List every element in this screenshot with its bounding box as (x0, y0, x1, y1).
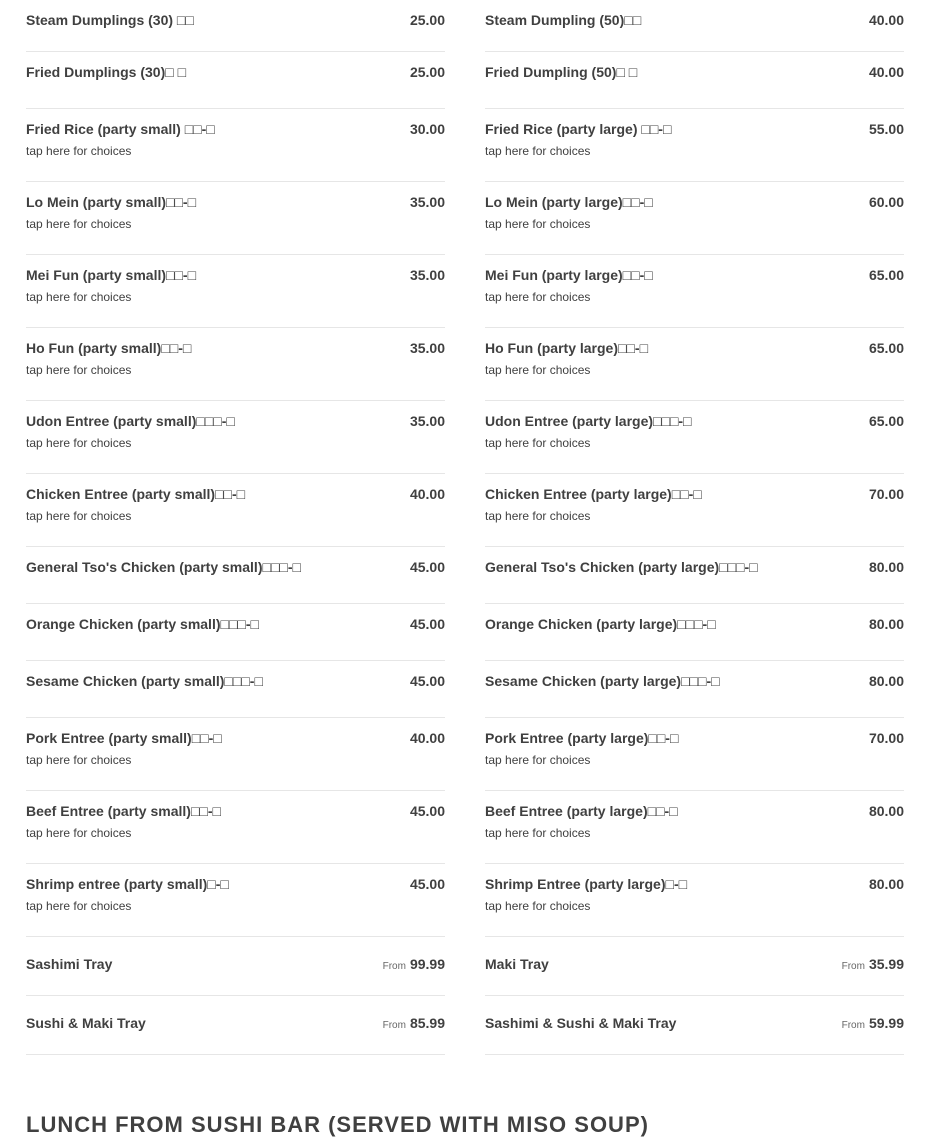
item-price: 65.00 (868, 267, 904, 283)
item-name: Shrimp Entree (party large)□-□ (485, 876, 688, 892)
item-price: 99.99 (409, 956, 445, 972)
menu-item-header (485, 12, 904, 28)
item-name: Beef Entree (party large)□□-□ (485, 803, 678, 819)
item-name: Sashimi & Sushi & Maki Tray (485, 1015, 677, 1031)
menu-item[interactable] (26, 109, 445, 182)
item-price-wrap (410, 121, 445, 137)
item-name: Mei Fun (party small)□□-□ (26, 267, 197, 283)
menu-item-header (485, 673, 904, 689)
item-price: 35.00 (409, 340, 445, 356)
item-price: 80.00 (868, 803, 904, 819)
item-choices-hint: tap here for choices (485, 363, 591, 377)
item-price: 45.00 (409, 559, 445, 575)
menu-item-header (26, 616, 445, 632)
item-price: 65.00 (868, 413, 904, 429)
item-name: Ho Fun (party large)□□-□ (485, 340, 649, 356)
menu-item-header (26, 340, 445, 356)
item-price-wrap (410, 340, 445, 356)
item-name: Sushi & Maki Tray (26, 1015, 146, 1031)
item-price: 80.00 (868, 876, 904, 892)
item-price-wrap (410, 730, 445, 746)
item-price-wrap (869, 64, 904, 80)
item-name: Chicken Entree (party small)□□-□ (26, 486, 246, 502)
menu-item-header (485, 1015, 904, 1034)
item-price-wrap (410, 673, 445, 689)
item-choices-hint: tap here for choices (26, 826, 132, 840)
item-price-wrap (869, 673, 904, 689)
price-from-label: From (382, 961, 406, 972)
item-price-wrap (410, 267, 445, 283)
menu-item[interactable] (26, 547, 445, 604)
menu-item-header (485, 876, 904, 892)
item-choices-hint: tap here for choices (26, 144, 132, 158)
menu-item[interactable] (26, 661, 445, 718)
menu-item[interactable] (485, 0, 904, 52)
item-name: Sesame Chicken (party large)□□□-□ (485, 673, 720, 689)
item-choices-hint: tap here for choices (485, 436, 591, 450)
item-price: 70.00 (868, 730, 904, 746)
item-choices-hint: tap here for choices (485, 826, 591, 840)
menu-item[interactable] (26, 255, 445, 328)
menu-item-header (485, 413, 904, 429)
menu-item-header (485, 803, 904, 819)
item-name: Lo Mein (party small)□□-□ (26, 194, 197, 210)
menu-item-header (26, 730, 445, 746)
menu-item[interactable] (26, 328, 445, 401)
menu-item-header (485, 616, 904, 632)
menu-item[interactable] (485, 255, 904, 328)
item-price: 65.00 (868, 340, 904, 356)
item-name: Fried Dumplings (30)□ □ (26, 64, 187, 80)
menu-item-header (485, 486, 904, 502)
menu-item-header (485, 64, 904, 80)
menu-item[interactable] (26, 604, 445, 661)
menu-item[interactable] (26, 718, 445, 791)
item-price-wrap (869, 803, 904, 819)
item-choices-hint: tap here for choices (485, 217, 591, 231)
menu-item-header (485, 730, 904, 746)
menu-item[interactable] (26, 996, 445, 1055)
item-name: Udon Entree (party small)□□□-□ (26, 413, 235, 429)
menu-item-header (485, 956, 904, 975)
menu-grid (26, 0, 904, 1055)
menu-item[interactable] (26, 52, 445, 109)
price-from-label: From (382, 1020, 406, 1031)
menu-item-header (485, 340, 904, 356)
menu-item[interactable] (26, 937, 445, 996)
item-name: Sashimi Tray (26, 956, 113, 972)
item-name: General Tso's Chicken (party large)□□□-□ (485, 559, 758, 575)
menu-item-header (26, 956, 445, 975)
item-choices-hint: tap here for choices (485, 753, 591, 767)
menu-item[interactable] (485, 937, 904, 996)
item-choices-hint: tap here for choices (485, 509, 591, 523)
menu-item-header (26, 194, 445, 210)
item-price-wrap (869, 267, 904, 283)
item-price: 35.99 (868, 956, 904, 972)
menu-item[interactable] (485, 718, 904, 791)
item-name: Shrimp entree (party small)□-□ (26, 876, 229, 892)
item-price-wrap (410, 616, 445, 632)
item-price-wrap (869, 12, 904, 28)
item-price: 40.00 (409, 730, 445, 746)
item-price-wrap (869, 559, 904, 575)
item-name: Fried Rice (party small) □□-□ (26, 121, 215, 137)
item-price-wrap (410, 559, 445, 575)
menu-item[interactable] (26, 864, 445, 937)
item-price: 85.99 (409, 1015, 445, 1031)
menu-item-header (26, 673, 445, 689)
item-price-wrap (410, 803, 445, 819)
menu-item-header (26, 12, 445, 28)
menu-item-header (485, 194, 904, 210)
menu-item[interactable] (485, 604, 904, 661)
menu-item-header (26, 64, 445, 80)
section-heading: LUNCH FROM SUSHI BAR (SERVED WITH MISO SOUP) (26, 1112, 649, 1137)
item-price: 30.00 (409, 121, 445, 137)
menu-item[interactable] (26, 182, 445, 255)
item-name: Beef Entree (party small)□□-□ (26, 803, 221, 819)
item-name: Chicken Entree (party large)□□-□ (485, 486, 702, 502)
item-price: 45.00 (409, 673, 445, 689)
menu-item[interactable] (26, 0, 445, 52)
item-name: Pork Entree (party large)□□-□ (485, 730, 679, 746)
item-price-wrap (410, 413, 445, 429)
item-price-wrap (410, 194, 445, 210)
menu-item[interactable] (485, 182, 904, 255)
item-name: Pork Entree (party small)□□-□ (26, 730, 222, 746)
item-price-wrap (869, 121, 904, 137)
item-name: Orange Chicken (party small)□□□-□ (26, 616, 259, 632)
item-price-wrap (383, 1015, 445, 1034)
item-name: Fried Dumpling (50)□ □ (485, 64, 638, 80)
item-choices-hint: tap here for choices (26, 290, 132, 304)
menu-item-header (26, 413, 445, 429)
menu-item[interactable] (485, 474, 904, 547)
menu-item[interactable] (26, 474, 445, 547)
item-price-wrap (869, 616, 904, 632)
item-name: Sesame Chicken (party small)□□□-□ (26, 673, 263, 689)
item-price-wrap (410, 486, 445, 502)
menu-item[interactable] (485, 52, 904, 109)
item-choices-hint: tap here for choices (26, 436, 132, 450)
item-choices-hint: tap here for choices (26, 509, 132, 523)
item-choices-hint: tap here for choices (26, 363, 132, 377)
menu-item-header (26, 486, 445, 502)
price-from-label: From (841, 1020, 865, 1031)
item-price-wrap (383, 956, 445, 975)
item-choices-hint: tap here for choices (485, 144, 591, 158)
menu-item-header (26, 121, 445, 137)
menu-item-header (26, 803, 445, 819)
item-name: Ho Fun (party small)□□-□ (26, 340, 192, 356)
item-choices-hint: tap here for choices (26, 899, 132, 913)
menu-item[interactable] (485, 996, 904, 1055)
item-price: 35.00 (409, 194, 445, 210)
item-price-wrap (869, 194, 904, 210)
item-price-wrap (869, 486, 904, 502)
item-price: 40.00 (868, 12, 904, 28)
item-price-wrap (410, 876, 445, 892)
item-name: Mei Fun (party large)□□-□ (485, 267, 653, 283)
item-name: General Tso's Chicken (party small)□□□-□ (26, 559, 301, 575)
item-price-wrap (869, 730, 904, 746)
price-from-label: From (841, 961, 865, 972)
item-name: Fried Rice (party large) □□-□ (485, 121, 672, 137)
menu-item[interactable] (26, 791, 445, 864)
menu-item-header (485, 267, 904, 283)
menu-item[interactable] (485, 661, 904, 718)
menu-item-header (485, 121, 904, 137)
item-price: 45.00 (409, 616, 445, 632)
item-price: 45.00 (409, 876, 445, 892)
menu-item[interactable] (485, 864, 904, 937)
item-price-wrap (410, 12, 445, 28)
item-choices-hint: tap here for choices (26, 217, 132, 231)
menu-item[interactable] (485, 547, 904, 604)
menu-item-header (26, 559, 445, 575)
item-price: 55.00 (868, 121, 904, 137)
item-name: Maki Tray (485, 956, 549, 972)
item-price: 60.00 (868, 194, 904, 210)
item-choices-hint: tap here for choices (485, 290, 591, 304)
item-name: Steam Dumplings (30) □□ (26, 12, 194, 28)
item-price: 45.00 (409, 803, 445, 819)
item-name: Steam Dumpling (50)□□ (485, 12, 642, 28)
item-price: 80.00 (868, 673, 904, 689)
item-price: 70.00 (868, 486, 904, 502)
menu-item[interactable] (485, 328, 904, 401)
item-price: 59.99 (868, 1015, 904, 1031)
item-price: 25.00 (409, 64, 445, 80)
item-price: 80.00 (868, 559, 904, 575)
menu-item-header (26, 876, 445, 892)
item-choices-hint: tap here for choices (485, 899, 591, 913)
item-price-wrap (410, 64, 445, 80)
item-price-wrap (869, 413, 904, 429)
menu-item[interactable] (485, 401, 904, 474)
item-price: 40.00 (868, 64, 904, 80)
item-price: 25.00 (409, 12, 445, 28)
item-name: Udon Entree (party large)□□□-□ (485, 413, 692, 429)
menu-item[interactable] (485, 791, 904, 864)
item-price-wrap (869, 876, 904, 892)
menu-item-header (485, 559, 904, 575)
menu-item-header (26, 1015, 445, 1034)
item-name: Lo Mein (party large)□□-□ (485, 194, 653, 210)
item-price: 80.00 (868, 616, 904, 632)
item-price: 35.00 (409, 267, 445, 283)
item-price: 35.00 (409, 413, 445, 429)
item-choices-hint: tap here for choices (26, 753, 132, 767)
menu-item[interactable] (485, 109, 904, 182)
menu-item[interactable] (26, 401, 445, 474)
item-name: Orange Chicken (party large)□□□-□ (485, 616, 716, 632)
menu-item-header (26, 267, 445, 283)
item-price: 40.00 (409, 486, 445, 502)
item-price-wrap (842, 956, 904, 975)
item-price-wrap (842, 1015, 904, 1034)
item-price-wrap (869, 340, 904, 356)
